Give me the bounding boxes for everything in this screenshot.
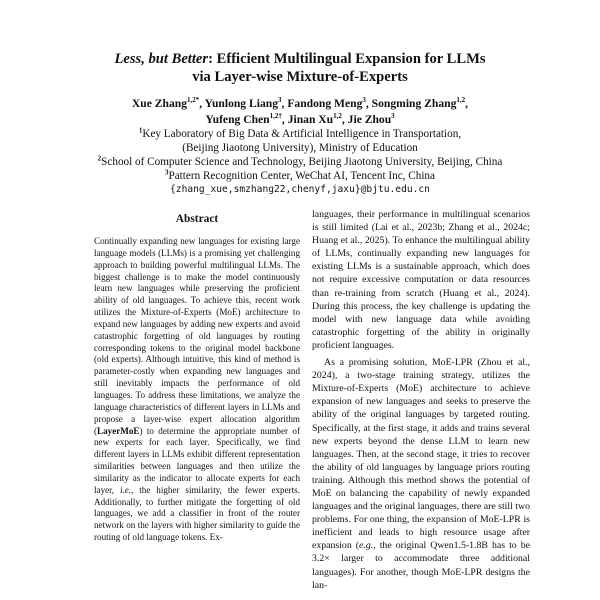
left-column bbox=[88, 212, 306, 544]
author: Jie Zhou bbox=[347, 113, 392, 126]
right-column bbox=[312, 208, 530, 592]
author-affil-mark: 1,2 bbox=[456, 96, 466, 105]
affiliation-2: $^2$School of Computer Science and Technology, Beijing Jiaotong University, Beijing, China bbox=[97, 154, 503, 168]
title-emphasis: Less, but Better bbox=[114, 51, 209, 67]
author-line-1: Xue Zhang$^{1,2*}$, Yunlong Liang$^3$, Fandong Meng$^3$, Songming Zhang$^{1,2}$, bbox=[131, 96, 469, 110]
author: Yunlong Liang bbox=[204, 97, 279, 110]
author-affil-mark: 1,2 bbox=[269, 112, 279, 121]
author-affil-mark: 3 bbox=[391, 112, 395, 121]
affiliation-3: $^3$Pattern Recognition Center, WeChat AI, Tencent Inc, China bbox=[164, 168, 435, 182]
body-paragraph-1: languages, their performance in multilingual scenarios is still limited (Lai et al., 2023b; Zhang et al., 2024c; Huang et al., 2025). To enhance the multilingual ability of LLMs, continually expanding new languages for existing LLMs is a sustainable approach, which does not require excessive computation or data resources than re-training from scratch (Huang et al., 2024). During this process, the key challenge is updating the model with new language data while avoiding catastrophic forgetting of the ability in originally proficient languages. bbox=[312, 209, 530, 351]
affiliations bbox=[0, 127, 600, 197]
method-name: LayerMoE bbox=[97, 425, 140, 436]
author-affil-mark: 3 bbox=[278, 96, 282, 105]
abstract-heading: Abstract bbox=[175, 213, 219, 225]
author: Yufeng Chen bbox=[205, 113, 270, 126]
title-line-2: via Layer-wise Mixture-of-Experts bbox=[192, 69, 408, 85]
abstract-text: Continually expanding new languages for existing large language models (LLMs) is a promising yet challenging approach to building powerful multilingual LLMs. The biggest challenge is to make the model continuously learn new languages while preserving the proficient ability of old languages. To achieve this, recent work utilizes the Mixture-of-Experts (MoE) architecture to expand new languages by adding new experts and avoid catastrophic forgetting of old languages by routing corresponding tokens to the original model backbone (old experts). Although intuitive, this kind of method is parameter-costly when expanding new languages and still inevitably impacts the performance of old languages. To address these limitations, we analyze the language characteristics of different layers in LLMs and propose a layer-wise expert allocation algorithm (LayerMoE) to determine the appropriate number of new experts for each layer. Specifically, we find different layers in LLMs exhibit different representation similarities between languages and then utilize the similarity as the indicator to allocate experts for each layer, i.e., the higher similarity, the fewer experts. Additionally, to further mitigate the forgetting of old languages, we add a classifier in front of the router network on the layers with higher similarity to guide the routing of old language tokens. Ex- bbox=[94, 236, 300, 543]
author: Xue Zhang bbox=[131, 97, 188, 110]
author-emails: {zhang_xue,smzhang22,chenyf,jaxu}@bjtu.edu.cn bbox=[170, 184, 430, 195]
title-line-1 bbox=[0, 50, 600, 68]
author: Jinan Xu bbox=[287, 113, 334, 126]
body-paragraph-2: As a promising solution, MoE-LPR (Zhou et al., 2024), a two-stage training strategy, utilizes the Mixture-of-Experts (MoE) architecture to achieve expansion of new languages and seeks to preserve the ability of the original languages by targeted routing. Specifically, at the first stage, it adds and trains several new experts beyond the dense LLM to learn new languages. Then, at the second stage, it tries to recover the ability of old languages by language priors routing training. Although this method shows the potential of MoE on balancing the capability of newly expanded languages and the original languages, there are still two problems. For one thing, the expansion of MoE-LPR is inefficient and leads to high resource usage after expansion (e.g., the original Qwen1.5-1.8B has to be 3.2× larger to accommodate three additional languages). For another, though MoE-LPR designs the lan- bbox=[312, 357, 531, 591]
author-affil-mark: 1,2 bbox=[187, 96, 196, 105]
author-affil-mark: 3 bbox=[362, 96, 366, 105]
author: Fandong Meng bbox=[287, 97, 363, 110]
paper-title bbox=[0, 50, 600, 86]
affiliation-1-cont: (Beijing Jiaotong University), Ministry of Education bbox=[182, 142, 418, 154]
author-list bbox=[0, 96, 600, 128]
author-affil-mark: 1,2 bbox=[333, 112, 342, 121]
author-line-2: Yufeng Chen$^{1,2\dagger}$, Jinan Xu$^{1,2}$, Jie Zhou$^3$ bbox=[205, 112, 395, 126]
title-rest: : Efficient Multilingual Expansion for LLMs bbox=[208, 51, 486, 67]
affiliation-1: $^1$Key Laboratory of Big Data & Artificial Intelligence in Transportation, bbox=[138, 126, 462, 140]
author: Songming Zhang bbox=[371, 97, 457, 110]
